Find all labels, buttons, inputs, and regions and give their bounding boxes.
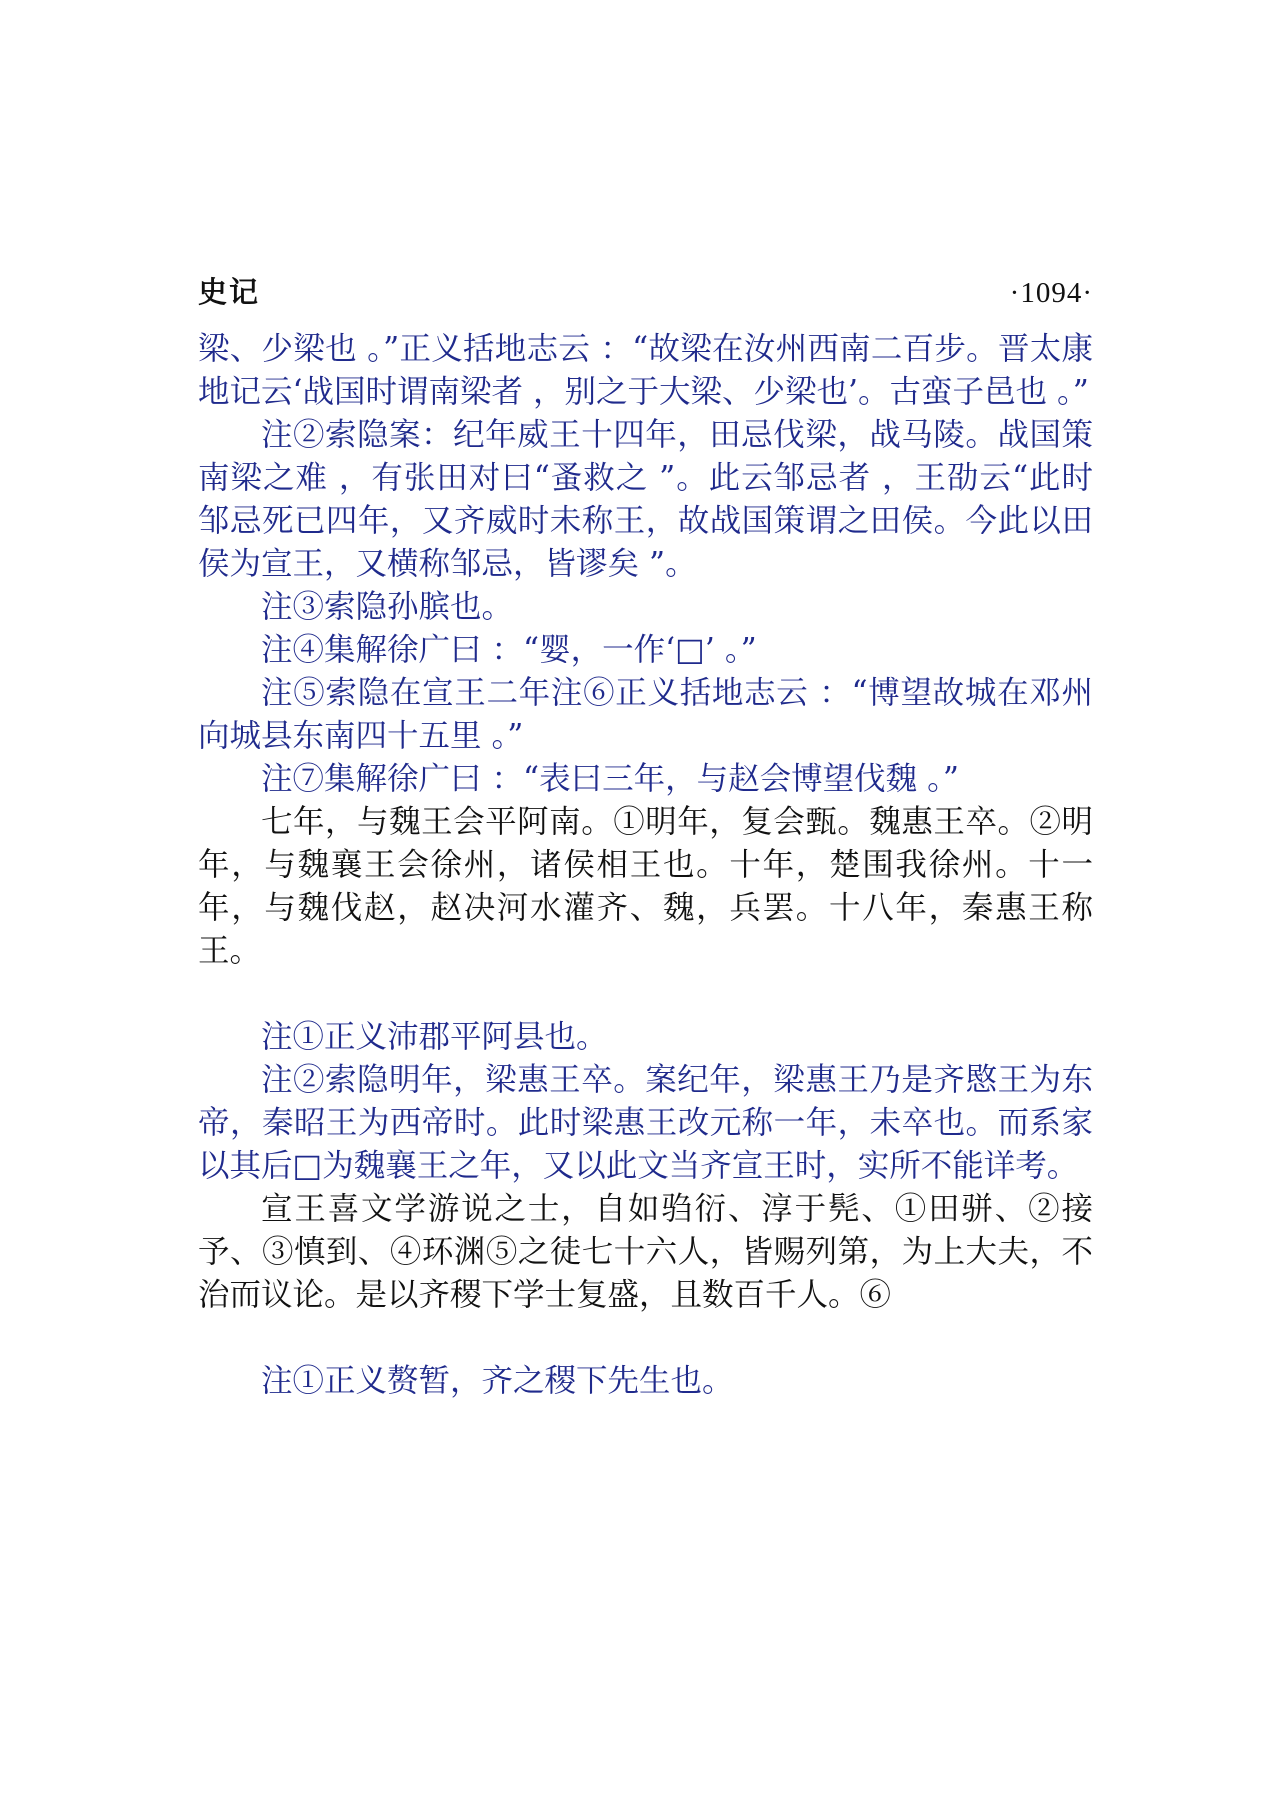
commentary-note: 注①正义沛郡平阿县也。 [261, 1019, 608, 1055]
main-text-paragraph: 宣王喜文学游说之士，自如驺衍、淳于髡、①田骈、②接予、③慎到、④环渊⑤之徒七十六人，皆赐列第，为上大夫，不治而议论。是以齐稷下学士复盛，且数百千人。⑥ [198, 1191, 1093, 1313]
paragraph-gap [198, 1317, 1093, 1360]
book-title: 史记 [198, 275, 261, 309]
running-header [198, 270, 1093, 314]
paragraph-gap [198, 973, 1093, 1016]
commentary-note: 注①正义赘暂，齐之稷下先生也。 [261, 1363, 734, 1399]
commentary-note: 注②索隐案：纪年威王十四年，田忌伐梁，战马陵。战国策南梁之难 ，有张田对曰“蚤救之 ”。此云邹忌者 ，王劭云“此时邹忌死已四年，又齐威时未称王，故战国策谓之田侯。今此以田侯为宣王，又横称邹忌，皆谬矣 ”。 [198, 417, 1093, 582]
commentary-note: 注⑤索隐在宣王二年注⑥正义括地志云 ：“博望故城在邓州向城县东南四十五里 。” [198, 675, 1093, 754]
commentary-note: 梁、少梁也 。”正义括地志云 ：“故梁在汝州西南二百步。晋太康地记云‘战国时谓南梁者 ，别之于大梁、少梁也’。古蛮子邑也 。” [198, 331, 1093, 410]
commentary-note: 注③索隐孙膑也。 [261, 589, 514, 625]
commentary-note: 注⑦集解徐广曰 ：“表曰三年，与赵会博望伐魏 。” [261, 761, 959, 797]
book-page [198, 270, 1093, 1403]
commentary-note: 注②索隐明年，梁惠王卒。案纪年，梁惠王乃是齐愍王为东帝，秦昭王为西帝时。此时梁惠王改元称一年，未卒也。而系家以其后□为魏襄王之年，又以此文当齐宣王时，实所不能详考。 [198, 1062, 1093, 1184]
main-text-paragraph: 七年，与魏王会平阿南。①明年，复会甄。魏惠王卒。②明年，与魏襄王会徐州，诸侯相王也。十年，楚围我徐州。十一年，与魏伐赵，赵决河水灌齐、魏，兵罢。十八年，秦惠王称王。 [198, 804, 1093, 969]
page-body [198, 328, 1093, 1403]
page-number: ·1094· [1009, 277, 1093, 309]
commentary-note: 注④集解徐广曰 ：“婴，一作‘□’ 。” [261, 632, 757, 668]
